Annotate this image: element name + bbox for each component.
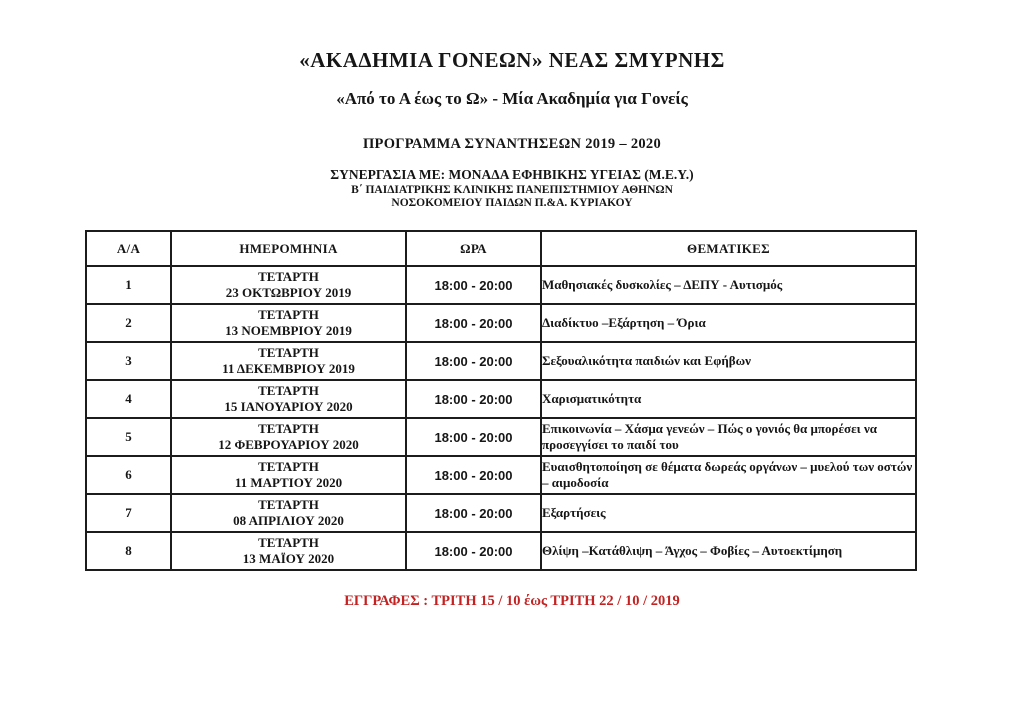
row-topic-cell: Επικοινωνία – Χάσμα γενεών – Πώς ο γονιός θα μπορέσει να προσεγγίσει το παιδί του xyxy=(541,418,916,456)
row-number-cell: 7 xyxy=(86,494,171,532)
row-date-label: 12 ΦΕΒΡΟΥΑΡΙΟΥ 2020 xyxy=(218,437,359,452)
row-number-cell: 6 xyxy=(86,456,171,494)
row-topic-cell: Μαθησιακές δυσκολίες – ΔΕΠΥ - Αυτισμός xyxy=(541,266,916,304)
table-row xyxy=(86,266,916,304)
row-time-cell: 18:00 - 20:00 xyxy=(406,380,541,418)
collaboration-line-2: Β΄ ΠΑΙΔΙΑΤΡΙΚΗΣ ΚΛΙΝΙΚΗΣ ΠΑΝΕΠΙΣΤΗΜΙΟΥ ΑΘΗΝΩΝ xyxy=(351,184,673,196)
row-time-cell: 18:00 - 20:00 xyxy=(406,532,541,570)
row-date-label: 23 ΟΚΤΩΒΡΙΟΥ 2019 xyxy=(225,285,352,300)
collaboration-block xyxy=(0,167,1024,209)
row-number-cell: 1 xyxy=(86,266,171,304)
row-topic-cell: Σεξουαλικότητα παιδιών και Εφήβων xyxy=(541,342,916,380)
header-cell-date: ΗΜΕΡΟΜΗΝΙΑ xyxy=(171,231,406,266)
row-time-cell: 18:00 - 20:00 xyxy=(406,456,541,494)
header-row xyxy=(86,231,916,266)
program-heading: ΠΡΟΓΡΑΜΜΑ ΣΥΝΑΝΤΗΣΕΩΝ 2019 – 2020 xyxy=(362,136,662,152)
row-day-label: ΤΕΤΑΡΤΗ xyxy=(258,383,319,398)
row-topic-cell: Διαδίκτυο –Εξάρτηση – Όρια xyxy=(541,304,916,342)
registration-note: ΕΓΓΡΑΦΕΣ : ΤΡΙΤΗ 15 / 10 έως ΤΡΙΤΗ 22 / 10 / 2019 xyxy=(344,593,680,609)
row-topic-cell: Χαρισματικότητα xyxy=(541,380,916,418)
row-date-label: 13 ΝΟΕΜΒΡΙΟΥ 2019 xyxy=(225,323,352,338)
row-time-cell: 18:00 - 20:00 xyxy=(406,494,541,532)
document-title: «ΑΚΑΔΗΜΙΑ ΓΟΝΕΩΝ» ΝΕΑΣ ΣΜΥΡΝΗΣ xyxy=(299,48,725,72)
row-number-cell: 3 xyxy=(86,342,171,380)
schedule-table-body xyxy=(86,266,916,570)
row-date-cell xyxy=(171,380,406,418)
collaboration-line-3: ΝΟΣΟΚΟΜΕΙΟΥ ΠΑΙΔΩΝ Π.&Α. ΚΥΡΙΑΚΟΥ xyxy=(391,197,633,209)
row-day-label: ΤΕΤΑΡΤΗ xyxy=(258,421,319,436)
row-date-label: 13 ΜΑΪΟΥ 2020 xyxy=(242,551,335,566)
table-row xyxy=(86,456,916,494)
row-number-cell: 2 xyxy=(86,304,171,342)
row-date-cell xyxy=(171,342,406,380)
document-subtitle: «Από το Α έως το Ω» - Μία Ακαδημία για Γονείς xyxy=(336,89,688,108)
row-day-label: ΤΕΤΑΡΤΗ xyxy=(258,497,319,512)
table-row xyxy=(86,342,916,380)
row-time-cell: 18:00 - 20:00 xyxy=(406,304,541,342)
row-date-cell xyxy=(171,266,406,304)
row-date-cell xyxy=(171,532,406,570)
row-topic-cell: Εξαρτήσεις xyxy=(541,494,916,532)
collaboration-line-1: ΣΥΝΕΡΓΑΣΙΑ ΜΕ: ΜΟΝΑΔΑ ΕΦΗΒΙΚΗΣ ΥΓΕΙΑΣ (Μ.Ε.Υ.) xyxy=(330,167,694,182)
row-number-cell: 8 xyxy=(86,532,171,570)
row-day-label: ΤΕΤΑΡΤΗ xyxy=(258,535,319,550)
table-row xyxy=(86,494,916,532)
row-day-label: ΤΕΤΑΡΤΗ xyxy=(258,307,319,322)
row-date-cell xyxy=(171,456,406,494)
header-cell-time: ΩΡΑ xyxy=(406,231,541,266)
row-date-label: 08 ΑΠΡΙΛΙΟΥ 2020 xyxy=(233,513,344,528)
row-date-label: 11 ΔΕΚΕΜΒΡΙΟΥ 2019 xyxy=(222,361,355,376)
row-day-label: ΤΕΤΑΡΤΗ xyxy=(258,459,319,474)
row-date-label: 11 ΜΑΡΤΙΟΥ 2020 xyxy=(234,475,343,490)
table-row xyxy=(86,304,916,342)
row-time-cell: 18:00 - 20:00 xyxy=(406,266,541,304)
header-cell-number: Α/Α xyxy=(86,231,171,266)
table-row xyxy=(86,380,916,418)
row-topic-cell: Ευαισθητοποίηση σε θέματα δωρεάς οργάνων – μυελού των οστών – αιμοδοσία xyxy=(541,456,916,494)
row-date-cell xyxy=(171,418,406,456)
table-row xyxy=(86,532,916,570)
row-topic-cell: Θλίψη –Κατάθλιψη – Άγχος – Φοβίες – Αυτοεκτίμηση xyxy=(541,532,916,570)
row-date-cell xyxy=(171,304,406,342)
row-date-cell xyxy=(171,494,406,532)
row-time-cell: 18:00 - 20:00 xyxy=(406,418,541,456)
row-number-cell: 5 xyxy=(86,418,171,456)
row-day-label: ΤΕΤΑΡΤΗ xyxy=(258,269,319,284)
header-cell-topics: ΘΕΜΑΤΙΚΕΣ xyxy=(541,231,916,266)
schedule-table-header xyxy=(86,231,916,266)
row-day-label: ΤΕΤΑΡΤΗ xyxy=(258,345,319,360)
row-date-label: 15 ΙΑΝΟΥΑΡΙΟΥ 2020 xyxy=(224,399,353,414)
row-number-cell: 4 xyxy=(86,380,171,418)
row-time-cell: 18:00 - 20:00 xyxy=(406,342,541,380)
schedule-table xyxy=(85,230,917,571)
table-row xyxy=(86,418,916,456)
